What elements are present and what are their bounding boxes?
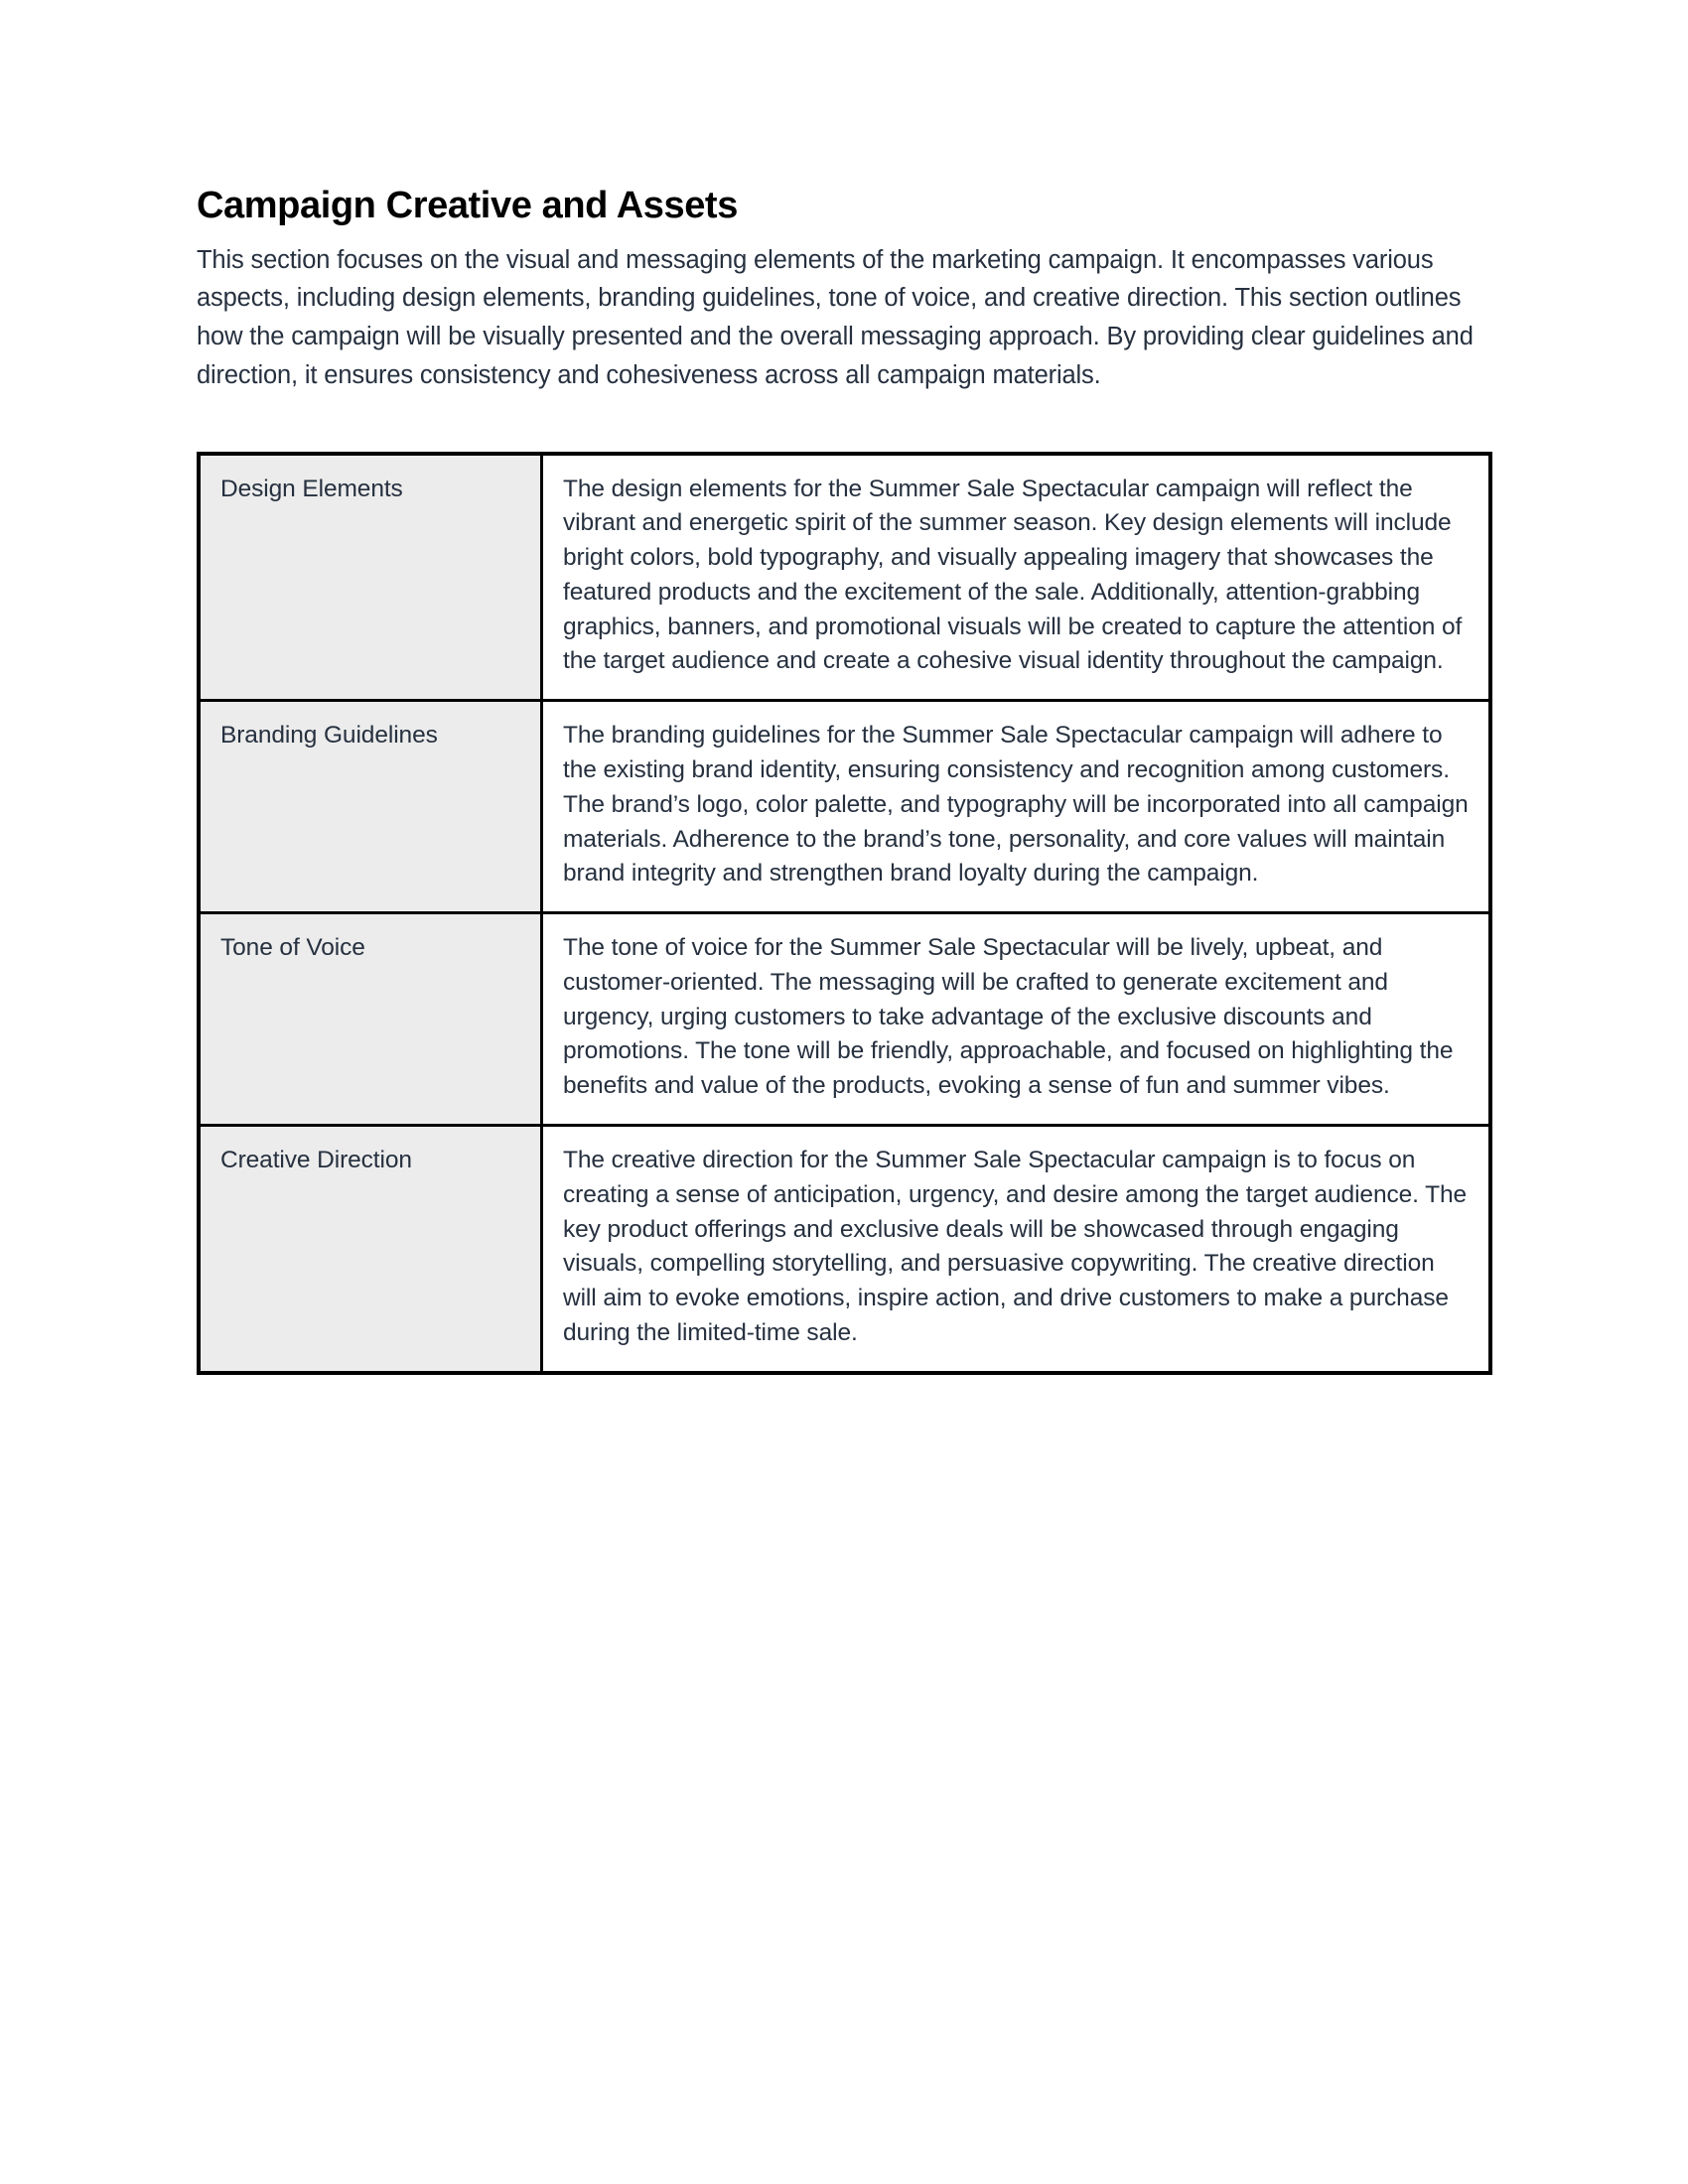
table-row xyxy=(199,1126,1490,1373)
row-label-tone-of-voice: Tone of Voice xyxy=(199,913,542,1126)
row-label-design-elements: Design Elements xyxy=(199,454,542,701)
row-label-branding-guidelines: Branding Guidelines xyxy=(199,701,542,913)
row-label-creative-direction: Creative Direction xyxy=(199,1126,542,1373)
table-row xyxy=(199,454,1490,701)
intro-paragraph: This section focuses on the visual and messaging elements of the marketing campaign. It encompasses various aspects, including design elements, branding guidelines, tone of voice, and creative direction. This section outlines how the campaign will be visually presented and the overall messaging approach. By providing clear guidelines and direction, it ensures consistency and cohesiveness across all campaign materials. xyxy=(197,245,1474,389)
row-description-branding-guidelines: The branding guidelines for the Summer Sale Spectacular campaign will adhere to the existing brand identity, ensuring consistency and recognition among customers. The brand’s logo, color palette, and typography will be incorporated into all campaign materials. Adherence to the brand’s tone, personality, and core values will maintain brand integrity and strengthen brand loyalty during the campaign. xyxy=(542,701,1491,913)
page-title: Campaign Creative and Assets xyxy=(197,185,738,226)
campaign-creative-table xyxy=(197,452,1492,1375)
table-body xyxy=(199,454,1490,1373)
row-description-design-elements: The design elements for the Summer Sale Spectacular campaign will reflect the vibrant and energetic spirit of the summer season. Key design elements will include bright colors, bold typography, and visually appealing imagery that showcases the featured products and the excitement of the sale. Additionally, attention-grabbing graphics, banners, and promotional visuals will be created to capture the attention of the target audience and create a cohesive visual identity throughout the campaign. xyxy=(542,454,1491,701)
row-description-creative-direction: The creative direction for the Summer Sale Spectacular campaign is to focus on creating a sense of anticipation, urgency, and desire among the target audience. The key product offerings and exclusive deals will be showcased through engaging visuals, compelling storytelling, and persuasive copywriting. The creative direction will aim to evoke emotions, inspire action, and drive customers to make a purchase during the limited-time sale. xyxy=(542,1126,1491,1373)
table-row xyxy=(199,913,1490,1126)
table-row xyxy=(199,701,1490,913)
row-description-tone-of-voice: The tone of voice for the Summer Sale Spectacular will be lively, upbeat, and customer-oriented. The messaging will be crafted to generate excitement and urgency, urging customers to take advantage of the exclusive discounts and promotions. The tone will be friendly, approachable, and focused on highlighting the benefits and value of the products, evoking a sense of fun and summer vibes. xyxy=(542,913,1491,1126)
